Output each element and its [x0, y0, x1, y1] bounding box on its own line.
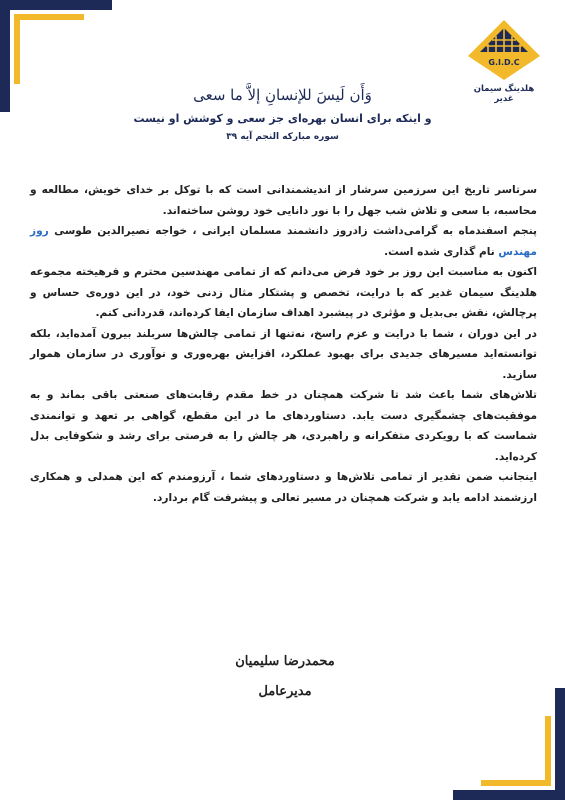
frame-accent-top-left — [14, 14, 20, 84]
verse-translation: و اینکه برای انسان بهره‌ای جز سعی و کوشش او نیست — [133, 112, 432, 125]
signer-name: محمدرضا سلیمیان — [235, 654, 335, 669]
paragraph: سرتاسر تاریخ این سرزمین سرشار از اندیشمندانی است که با توکل بر خدای خویش، مطالعه و محاسبه، با سعی و تلاش شب جهل را با نور دانایی خود روشن ساخته‌اند. — [30, 184, 537, 217]
frame-corner-bottom-right — [555, 688, 565, 800]
logo-brand-text: G.I.D.C — [488, 58, 520, 67]
engineer-day-highlight: روز مهندس — [30, 225, 537, 258]
paragraph-text: پنجم اسفندماه به گرامی‌داشت زادروز دانشمند مسلمان ایرانی ، خواجه نصیرالدین طوسی — [48, 225, 537, 237]
paragraph: اینجانب ضمن تقدیر از تمامی تلاش‌ها و دستاوردهای شما ، آرزومندم که این همدلی و همکاری ارزشمند ادامه یابد و شرکت همچنان در مسیر تعالی و پیشرفت گام بردارد. — [30, 471, 537, 504]
signer-title: مدیرعامل — [258, 684, 312, 699]
frame-corner-bottom-right — [453, 790, 565, 800]
paragraph — [30, 221, 537, 262]
frame-corner-top-left — [0, 0, 112, 10]
quran-verse: وَأَن لَیسَ للإنسانِ إلاَّ ما سعی — [193, 86, 372, 104]
frame-corner-top-left — [0, 0, 10, 112]
paragraph: اکنون به مناسبت این روز بر خود فرض می‌دانم که از تمامی مهندسین محترم و فرهیخته مجموعه هلدینگ سیمان غدیر که با درایت، تخصص و پشتکار مثال زدنی خود، در این دوره‌ی حساس و پرچالش، نقش بی‌بدیل و مؤثری در پیشبرد اهداف سازمان ایفا کرده‌اند، قدردانی کنم. — [30, 266, 537, 319]
paragraph-text: نام گذاری شده است. — [384, 245, 499, 258]
letter-body — [30, 180, 537, 508]
frame-accent-bottom-right — [481, 780, 551, 786]
company-logo — [463, 18, 545, 104]
logo-caption: هلدینگ سیمان غدیر — [473, 84, 535, 104]
verse-reference: سوره مبارکه النجم آیه ۳۹ — [226, 132, 339, 142]
paragraph: در این دوران ، شما با درایت و عزم راسخ، نه‌تنها از تمامی چالش‌ها سربلند بیرون آمده‌اید، بلکه توانسته‌اید مسیرهای جدیدی برای بهبود عملکرد، افزایش بهره‌وری و نوآوری در سازمان هموار سازید. — [30, 327, 537, 381]
verse-header — [110, 86, 455, 142]
frame-accent-bottom-right — [545, 716, 551, 786]
logo-mark-icon — [466, 18, 542, 82]
frame-accent-top-left — [14, 14, 84, 20]
paragraph: تلاش‌های شما باعث شد تا شرکت همچنان در خط مقدم رقابت‌های صنعتی باقی بماند و به موفقیت‌های چشمگیری دست یابد. دستاوردهای ما در این مقطع، گواهی بر تعهد و توانمندی شماست که با رویکردی متفکرانه و راهبردی، هر چالش را به فرصتی برای رشد و شکوفایی بدل کرده‌اید. — [30, 389, 537, 463]
signature-block — [150, 647, 420, 707]
